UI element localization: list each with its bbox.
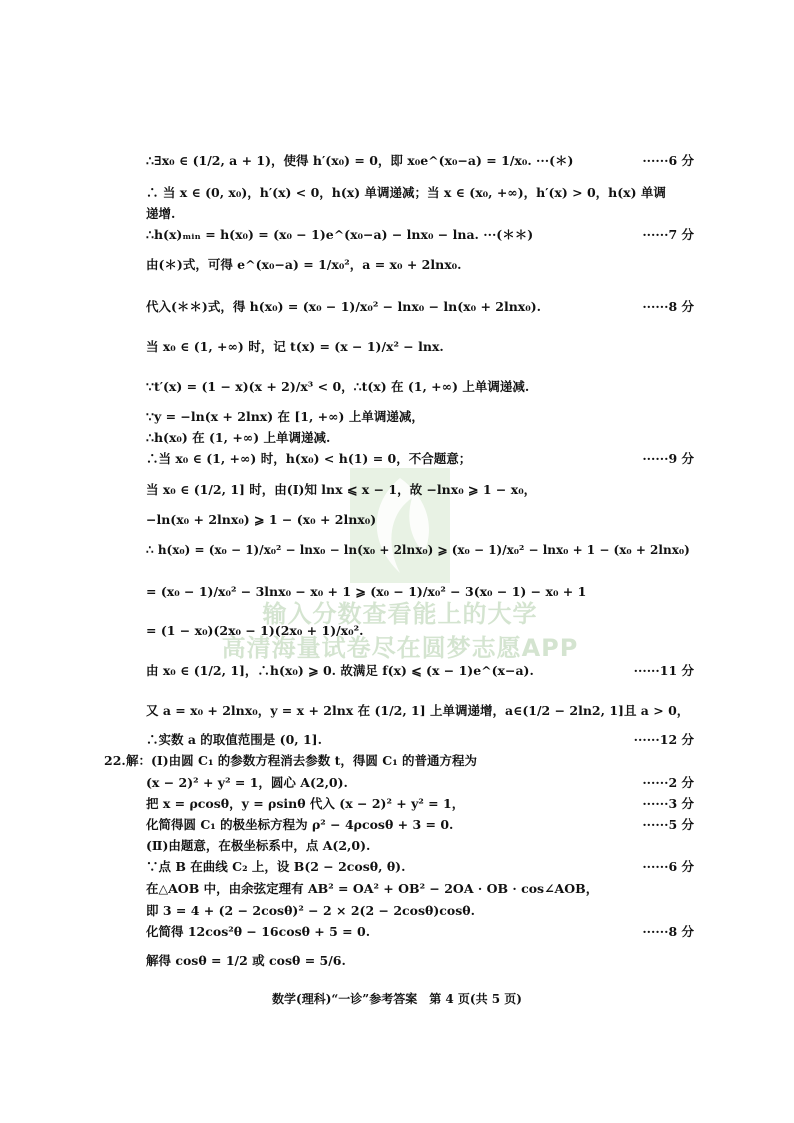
line-text: ∴实数 a 的取值范围是 (0, 1].	[146, 732, 322, 747]
solution-line	[146, 511, 694, 529]
line-text: = (x₀ − 1)/x₀² − 3lnx₀ − x₀ + 1 ⩾ (x₀ − 1)/x₀² − 3(x₀ − 1) − x₀ + 1	[146, 584, 587, 599]
solution-line	[146, 338, 694, 356]
watermark-line-2: 高清海量试卷尽在圆梦志愿APP	[221, 634, 579, 662]
line-text: (Ⅱ)由题意，在极坐标系中，点 A(2,0).	[146, 838, 371, 853]
line-text: = (1 − x₀)(2x₀ − 1)(2x₀ + 1)/x₀².	[146, 623, 364, 638]
line-text: ∴∃x₀ ∈ (1/2, a + 1)，使得 h′(x₀) = 0，即 x₀e^(x₀−a) = 1/x₀. ···(＊)	[146, 153, 574, 168]
line-text: 当 x₀ ∈ (1/2, 1] 时，由(Ⅰ)知 lnx ⩽ x − 1，故 −lnx₀ ⩾ 1 − x₀，	[146, 482, 537, 497]
solution-line	[146, 731, 694, 749]
solution-line	[146, 702, 694, 720]
solution-line	[146, 795, 694, 813]
score-mark: ······12 分	[633, 732, 694, 747]
solution-line	[146, 408, 694, 426]
solution-line	[146, 184, 694, 202]
score-mark: ······3 分	[642, 796, 694, 811]
solution-line	[146, 226, 694, 244]
line-text: 由(＊)式，可得 e^(x₀−a) = 1/x₀²，a = x₀ + 2lnx₀.	[146, 257, 462, 272]
line-text: 把 x = ρcosθ，y = ρsinθ 代入 (x − 2)² + y² = 1，	[146, 796, 465, 811]
line-text: ∵y = −ln(x + 2lnx) 在 [1, +∞) 上单调递减，	[146, 409, 424, 424]
line-text: 又 a = x₀ + 2lnx₀，y = x + 2lnx 在 (1/2, 1] 上单调递增，a∈(1/2 − 2ln2, 1]且 a > 0，	[146, 703, 690, 718]
watermark-line-1: 输入分数查看能上的大学	[262, 600, 538, 628]
solution-line	[146, 205, 694, 223]
line-text: 递增.	[146, 206, 176, 221]
solution-line	[146, 481, 694, 499]
solution-line	[146, 774, 694, 792]
line-text: 代入(＊＊)式，得 h(x₀) = (x₀ − 1)/x₀² − lnx₀ − ln(x₀ + 2lnx₀).	[146, 299, 542, 314]
line-text: ∵点 B 在曲线 C₂ 上，设 B(2 − 2cosθ, θ).	[146, 859, 406, 874]
page-footer: 数学(理科)“一诊”参考答案 第 4 页(共 5 页)	[272, 992, 522, 1006]
solution-line	[146, 923, 694, 941]
line-text: 在△AOB 中，由余弦定理有 AB² = OA² + OB² − 2OA · OB · cos∠AOB，	[146, 881, 599, 896]
solution-line	[146, 378, 694, 396]
solution-line	[146, 952, 694, 970]
solution-line	[146, 858, 694, 876]
question-number: 22.	[104, 753, 126, 768]
score-mark: ······6 分	[642, 153, 694, 168]
solution-line	[146, 152, 694, 170]
solution-line	[126, 752, 694, 770]
solution-line	[146, 541, 694, 559]
solution-line	[146, 837, 694, 855]
solution-line	[146, 662, 694, 680]
solution-line	[146, 622, 694, 640]
score-mark: ······11 分	[633, 663, 694, 678]
line-text: ∴h(x)ₘᵢₙ = h(x₀) = (x₀ − 1)e^(x₀−a) − lnx₀ − lna. ···(＊＊)	[146, 227, 534, 242]
line-text: ∴ 当 x ∈ (0, x₀)，h′(x) < 0，h(x) 单调递减；当 x ∈ (x₀, +∞)，h′(x) > 0，h(x) 单调	[146, 185, 666, 200]
line-text: 化简得圆 C₁ 的极坐标方程为 ρ² − 4ρcosθ + 3 = 0.	[146, 817, 454, 832]
solution-line	[146, 429, 694, 447]
solution-line	[146, 880, 694, 898]
score-mark: ······6 分	[642, 859, 694, 874]
solution-line	[146, 583, 694, 601]
solution-line	[146, 298, 694, 316]
line-text: ∴当 x₀ ∈ (1, +∞) 时，h(x₀) < h(1) = 0，不合题意；	[146, 451, 472, 466]
solution-line	[146, 902, 694, 920]
line-text: ∴ h(x₀) = (x₀ − 1)/x₀² − lnx₀ − ln(x₀ + 2lnx₀) ⩾ (x₀ − 1)/x₀² − lnx₀ + 1 − (x₀ + 2lnx₀)	[146, 543, 690, 557]
line-text: ∴h(x₀) 在 (1, +∞) 上单调递减.	[146, 430, 331, 445]
line-text: 由 x₀ ∈ (1/2, 1]，∴h(x₀) ⩾ 0. 故满足 f(x) ⩽ (x − 1)e^(x−a).	[146, 663, 534, 678]
line-text: 即 3 = 4 + (2 − 2cosθ)² − 2 × 2(2 − 2cosθ)cosθ.	[146, 903, 475, 918]
score-mark: ······8 分	[642, 924, 694, 939]
score-mark: ······2 分	[642, 775, 694, 790]
line-text: −ln(x₀ + 2lnx₀) ⩾ 1 − (x₀ + 2lnx₀)	[146, 512, 377, 527]
line-text: 解得 cosθ = 1/2 或 cosθ = 5/6.	[146, 953, 346, 968]
line-text: (x − 2)² + y² = 1，圆心 A(2,0).	[146, 775, 348, 790]
solution-line	[146, 256, 694, 274]
line-text: ∵t′(x) = (1 − x)(x + 2)/x³ < 0，∴t(x) 在 (1, +∞) 上单调递减.	[146, 379, 530, 394]
solution-line	[146, 450, 694, 468]
score-mark: ······5 分	[642, 817, 694, 832]
solution-line	[146, 816, 694, 834]
line-text: 解：(Ⅰ)由圆 C₁ 的参数方程消去参数 t，得圆 C₁ 的普通方程为	[126, 753, 478, 768]
score-mark: ······7 分	[642, 227, 694, 242]
score-mark: ······9 分	[642, 451, 694, 466]
score-mark: ······8 分	[642, 299, 694, 314]
line-text: 化简得 12cos²θ − 16cosθ + 5 = 0.	[146, 924, 371, 939]
line-text: 当 x₀ ∈ (1, +∞) 时，记 t(x) = (x − 1)/x² − lnx.	[146, 339, 444, 354]
